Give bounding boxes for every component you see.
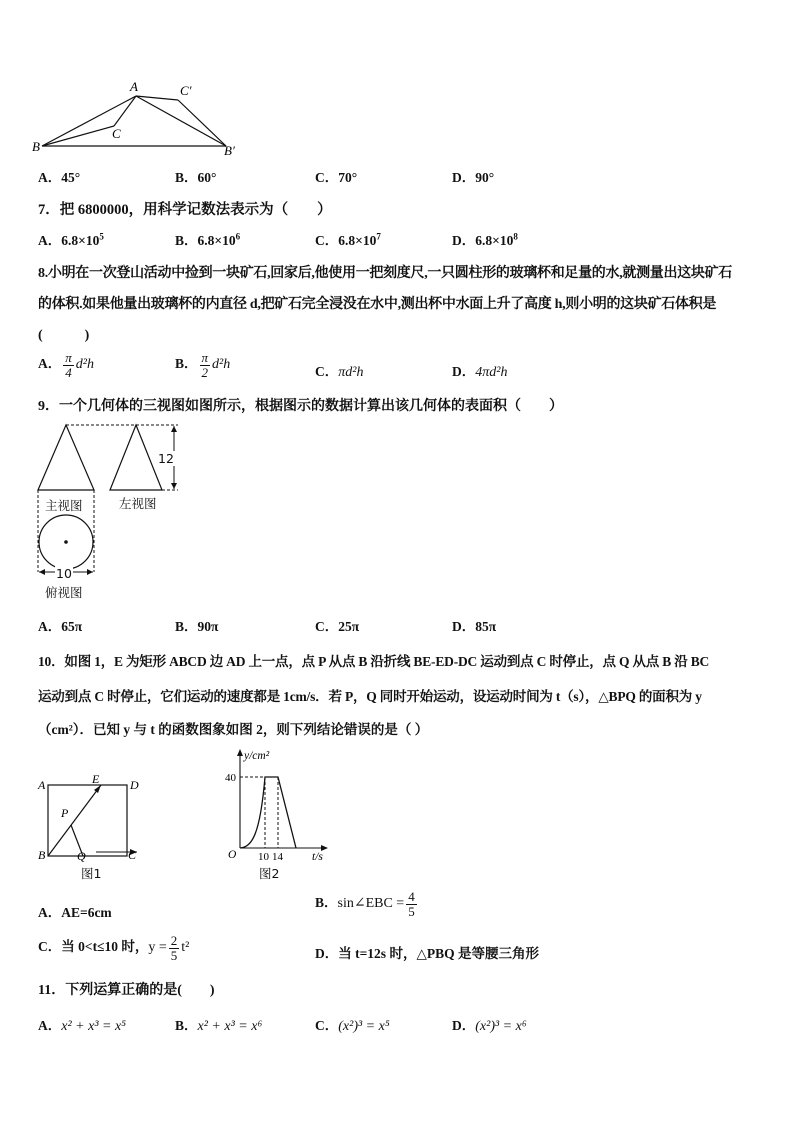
q10-line-3: （cm²）．已知 y 与 t 的函数图象如图 2，则下列结论错误的是（ ） <box>38 722 429 737</box>
top-view-caption: 俯视图 <box>45 585 83 600</box>
dimension-diameter: 10 <box>56 566 72 581</box>
q8-line-2: 的体积.如果他量出玻璃杯的内直径 d,把矿石完全浸没在水中,测出杯中水面上升了高度 h,则小明的这块矿石体积是 <box>38 297 717 312</box>
fig1-label-B: B <box>38 848 46 862</box>
fig2-origin: O <box>228 849 237 861</box>
q6-option-c: C．70° <box>315 170 358 185</box>
q8-line-3: ( ) <box>38 328 90 343</box>
q9-option-b: B．90π <box>175 619 219 634</box>
front-view-caption: 主视图 <box>45 498 83 513</box>
q11-stem: 11．下列运算正确的是( ) <box>38 983 215 998</box>
rotation-triangle-figure <box>30 78 245 158</box>
fig2-x10: 10 <box>258 851 269 863</box>
q9-stem: 9．一个几何体的三视图如图所示，根据图示的数据计算出该几何体的表面积（ ） <box>38 399 563 414</box>
left-view-caption: 左视图 <box>119 496 157 511</box>
q10-option-b: B．sin∠EBC = $\frac{4}{5}$ <box>315 889 415 919</box>
q9-option-c: C．25π <box>315 619 360 634</box>
dimension-height: 12 <box>158 451 174 466</box>
q10-line-2: 运动到点 C 时停止，它们运动的速度都是 1cm/s．若 P，Q 同时开始运动，设运动时间为 t（s），△BPQ 的面积为 y <box>38 689 702 704</box>
q10-option-d: D．当 t=12s 时，△PBQ 是等腰三角形 <box>315 946 539 961</box>
label-A: A <box>130 79 138 94</box>
q8-option-d: D．4πd²h <box>452 364 508 380</box>
figure-2-graph <box>222 745 337 863</box>
fig1-label-Q: Q <box>77 849 86 863</box>
q10-option-a: A．AE=6cm <box>38 905 112 920</box>
q7-option-c: C．$6.8\times 10^7$ <box>315 231 381 248</box>
q8-option-c: C．πd²h <box>315 364 364 380</box>
fig1-label-E: E <box>92 772 100 786</box>
q11-option-d: D．(x²)³ = x⁶ <box>452 1018 527 1034</box>
q11-option-c: C．(x²)³ = x⁵ <box>315 1018 390 1034</box>
label-C: C <box>112 126 121 141</box>
label-C-prime: C′ <box>180 83 192 98</box>
figure-1-caption: 图1 <box>81 866 102 881</box>
label-B-prime: B′ <box>224 143 235 158</box>
q7-stem: 7．把 6800000，用科学记数法表示为（ ） <box>38 202 332 218</box>
q7-option-d: D．$6.8\times 10^8$ <box>452 231 518 248</box>
fig2-y40: 40 <box>225 772 236 784</box>
fig1-label-A: A <box>38 778 46 792</box>
fig1-label-D: D <box>130 778 139 792</box>
fig2-x14: 14 <box>272 851 283 863</box>
q6-option-b: B．60° <box>175 170 217 185</box>
q10-line-1: 10．如图 1，E 为矩形 ABCD 边 AD 上一点，点 P 从点 B 沿折线 BE-ED-DC 运动到点 C 时停止，点 Q 从点 B 沿 BC <box>38 654 710 669</box>
fig1-label-C: C <box>128 848 137 862</box>
q11-option-a: A．x² + x³ = x⁵ <box>38 1018 127 1034</box>
q6-option-a: A．45° <box>38 170 81 185</box>
fig2-ylabel: y/cm² <box>244 750 270 762</box>
q9-option-d: D．85π <box>452 619 497 634</box>
figure-2-caption: 图2 <box>259 866 280 881</box>
q8-line-1: 8.小明在一次登山活动中捡到一块矿石,回家后,他使用一把刻度尺,一只圆柱形的玻璃杯和足量的水,就测量出这块矿石 <box>38 266 732 281</box>
fig1-label-P: P <box>61 806 69 820</box>
q7-option-b: B．$6.8\times 10^6$ <box>175 231 241 248</box>
q8-option-b: B． $\frac{\pi}{2}$ d²h <box>175 350 231 380</box>
q6-option-d: D．90° <box>452 170 495 185</box>
q7-option-a: A．$6.8\times 10^5$ <box>38 231 104 248</box>
q11-option-b: B．x² + x³ = x⁶ <box>175 1018 263 1034</box>
q9-option-a: A．65π <box>38 619 83 634</box>
q10-option-c: C．当 0<t≤10 时，y = $\frac{2}{5}$ t² <box>38 933 190 963</box>
fig2-xlabel: t/s <box>312 851 323 863</box>
label-B: B <box>32 139 40 154</box>
q8-option-a: A． $\frac{\pi}{4}$ d²h <box>38 350 94 380</box>
